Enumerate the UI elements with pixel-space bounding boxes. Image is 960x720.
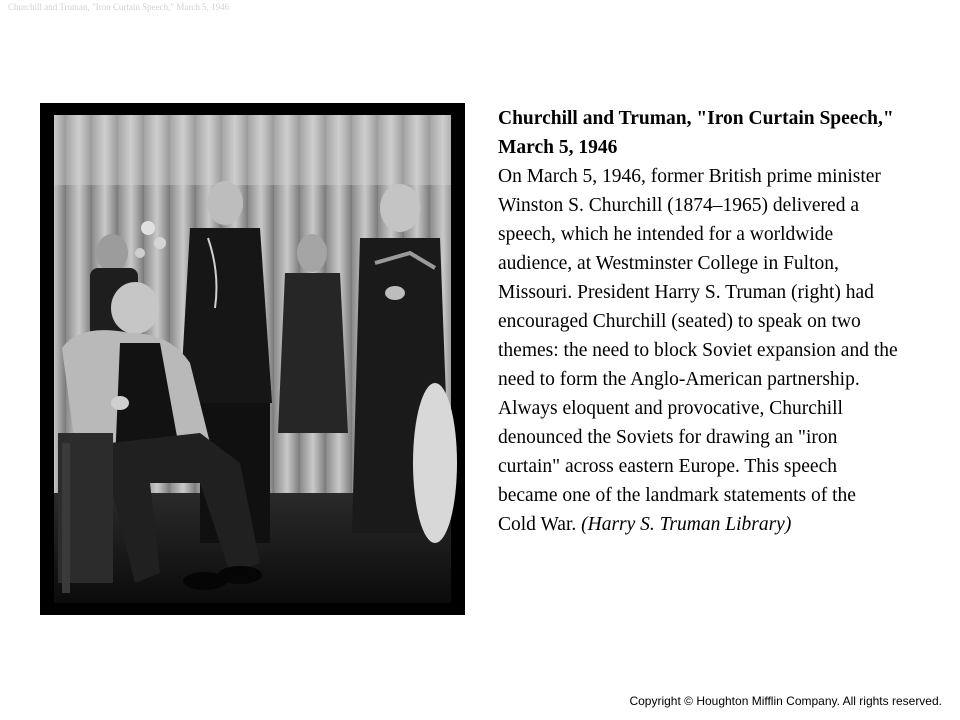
description-title: Churchill and Truman, "Iron Curtain Speech," March 5, 1946 <box>498 108 894 158</box>
photo-credit: (Harry S. Truman Library) <box>581 514 792 535</box>
copyright-notice: Copyright © Houghton Mifflin Company. All rights reserved. <box>629 694 942 708</box>
description-text-block <box>498 104 898 539</box>
description-body: On March 5, 1946, former British prime minister Winston S. Churchill (1874–1965) delivered a speech, which he intended for a worldwide audience, at Westminster College in Fulton, Missouri. President Harry S. Truman (right) had encouraged Churchill (seated) to speak on two themes: the need to block Soviet expansion and the need to form the Anglo-American partnership. Always eloquent and provocative, Churchill denounced the Soviets for drawing an "iron curtain" across eastern Europe. This speech became one of the landmark statements of the Cold War. <box>498 166 898 535</box>
slide-header-caption: Churchill and Truman, "Iron Curtain Speech," March 5, 1946 <box>8 2 230 12</box>
historical-photo <box>40 103 465 615</box>
photo-illustration <box>40 103 465 615</box>
